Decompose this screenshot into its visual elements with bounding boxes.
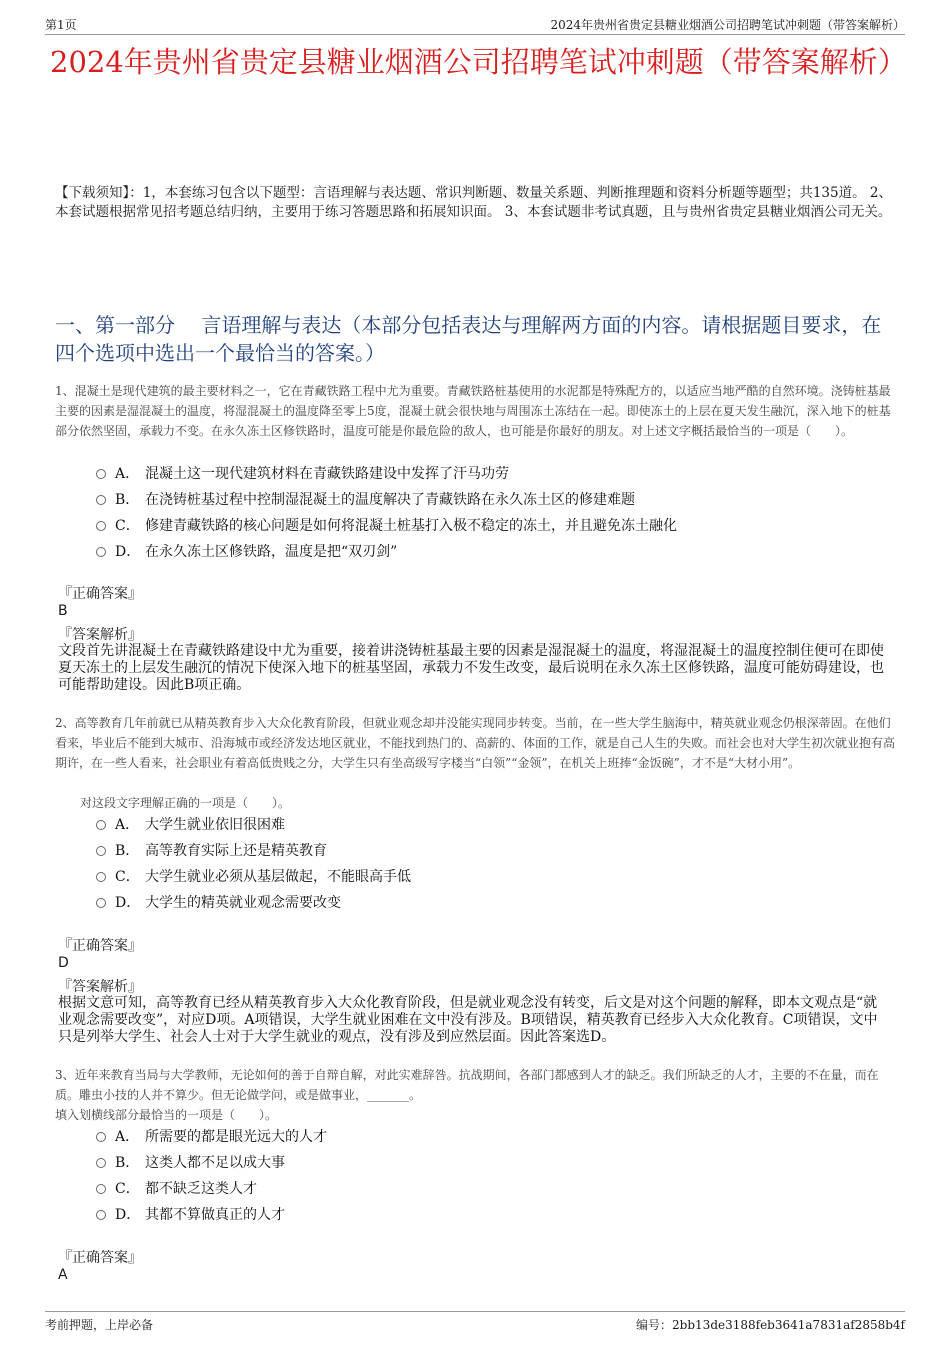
question-2-explanation: 根据文意可知，高等教育已经从精英教育步入大众化教育阶段，但是就业观念没有转变，后文是对这个问题的解释，即本文观点是“就业观念需要改变”，对应D项。A项错误，大学生就业困难在文中没有涉及。B项错误，精英教育已经步入大众化教育。C项错误，文中只是列举大学生、社会人士对于大学生就业的观点，没有涉及到应然层面。因此答案选D。 [58, 995, 878, 1045]
question-1-answer: B [58, 603, 68, 619]
radio-icon[interactable] [96, 872, 106, 882]
option-c[interactable]: C． 修建青藏铁路的核心问题是如何将混凝土桩基打入极不稳定的冻土，并且避免冻土融化 [96, 513, 677, 539]
option-d[interactable]: D． 在永久冻土区修铁路，温度是把“双刃剑” [96, 539, 677, 565]
explanation-label: 『答案解析』 [58, 979, 142, 995]
explanation-label: 『答案解析』 [58, 627, 142, 643]
radio-icon[interactable] [96, 1132, 106, 1142]
option-c[interactable]: C． 都不缺乏这类人才 [96, 1176, 327, 1202]
option-d[interactable]: D． 大学生的精英就业观念需要改变 [96, 890, 411, 916]
option-a[interactable]: A． 混凝土这一现代建筑材料在青藏铁路建设中发挥了汗马功劳 [96, 461, 677, 487]
section-heading: 一、第一部分 言语理解与表达（本部分包括表达与理解两方面的内容。请根据题目要求，在四个选项中选出一个最恰当的答案。） [55, 313, 882, 365]
question-1-options [96, 461, 677, 565]
option-b[interactable]: B． 这类人都不足以成大事 [96, 1150, 327, 1176]
option-b[interactable]: B． 高等教育实际上还是精英教育 [96, 838, 411, 864]
download-notice: 【下载须知】：1，本套练习包含以下题型：言语理解与表达题、常识判断题、数量关系题、判断推理题和资料分析题等题型；共135道。 2、本套试题根据常见招考题总结归纳，主要用于练习答题思路和拓展知识面。 3、本套试题非考试真题，且与贵州省贵定县糖业烟酒公司无关。 [55, 185, 892, 220]
question-2-stem: 2、高等教育几年前就已从精英教育步入大众化教育阶段，但就业观念却并没能实现同步转变。当前，在一些大学生脑海中，精英就业观念仍根深蒂固。在他们看来，毕业后不能到大城市、沿海城市或经济发达地区就业，不能找到热门的、高薪的、体面的工作，就是自己人生的失败。而社会也对大学生初次就业抱有高期许，在一些人看来，社会职业有着高低贵贱之分，大学生只有坐高级写字楼当“白领”“金领”，在机关上班捧“金饭碗”，才不是“大材小用”。 [55, 716, 896, 770]
answer-label: 『正确答案』 [58, 586, 142, 602]
footer-doc-id: 编号：2bb13de3188feb3641a7831af2858b4f [636, 1318, 905, 1332]
document-title: 2024年贵州省贵定县糖业烟酒公司招聘笔试冲刺题（带答案解析） [50, 45, 907, 79]
option-a[interactable]: A． 所需要的都是眼光远大的人才 [96, 1124, 327, 1150]
answer-label: 『正确答案』 [58, 1250, 142, 1266]
question-1-explanation: 文段首先讲混凝土在青藏铁路建设中尤为重要，接着讲浇铸桩基最主要的因素是湿混凝土的温度，将湿混凝土的温度控制住便可在即使夏天冻土的上层发生融沉的情况下使深入地下的桩基坚固，承载力不发生改变，最后说明在永久冻土区修铁路，温度可能妨碍建设，也可能帮助建设。因此B项正确。 [58, 643, 884, 693]
question-3-prompt: 填入划横线部分最恰当的一项是（ ）。 [55, 1108, 278, 1122]
page-header [45, 14, 905, 35]
option-d[interactable]: D． 其都不算做真正的人才 [96, 1202, 327, 1228]
page-number: 第1页 [45, 18, 77, 32]
question-2-answer: D [58, 955, 69, 971]
radio-icon[interactable] [96, 846, 106, 856]
option-b[interactable]: B． 在浇铸桩基过程中控制湿混凝土的温度解决了青藏铁路在永久冻土区的修建难题 [96, 487, 677, 513]
question-3-options [96, 1124, 327, 1228]
question-3-stem: 3、近年来教育当局与大学教师，无论如何的善于自辩自解，对此实难辞咎。抗战期间，各部门都感到人才的缺乏。我们所缺乏的人才，主要的不在量，而在质。雕虫小技的人并不算少。但无论做学问，或是做事业，_______。 [55, 1068, 879, 1102]
option-a[interactable]: A． 大学生就业依旧很困难 [96, 812, 411, 838]
radio-icon[interactable] [96, 469, 106, 479]
radio-icon[interactable] [96, 898, 106, 908]
question-1-stem: 1、混凝土是现代建筑的最主要材料之一，它在青藏铁路工程中尤为重要。青藏铁路桩基使用的水泥都是特殊配方的，以适应当地严酷的自然环境。浇铸桩基最主要的因素是湿混凝土的温度，将湿混凝土的温度降至零上5度，混凝土就会很快地与周围冻土冻结在一起。即使冻土的上层在夏天发生融沉，深入地下的桩基部分依然坚固，承载力不变。在永久冻土区修铁路时，温度可能是你最危险的敌人，也可能是你最好的朋友。对上述文字概括最恰当的一项是（ ）。 [55, 384, 891, 438]
radio-icon[interactable] [96, 1184, 106, 1194]
question-2-options [96, 812, 411, 916]
question-2-prompt: 对这段文字理解正确的一项是（ ）。 [80, 796, 291, 810]
radio-icon[interactable] [96, 820, 106, 830]
header-doc-title: 2024年贵州省贵定县糖业烟酒公司招聘笔试冲刺题（带答案解析） [550, 18, 905, 32]
footer-slogan: 考前押题，上岸必备 [45, 1318, 154, 1332]
radio-icon[interactable] [96, 1210, 106, 1220]
page-footer [45, 1311, 905, 1334]
question-3-answer: A [58, 1267, 68, 1283]
radio-icon[interactable] [96, 495, 106, 505]
radio-icon[interactable] [96, 547, 106, 557]
answer-label: 『正确答案』 [58, 938, 142, 954]
radio-icon[interactable] [96, 1158, 106, 1168]
radio-icon[interactable] [96, 521, 106, 531]
option-c[interactable]: C． 大学生就业必须从基层做起，不能眼高手低 [96, 864, 411, 890]
